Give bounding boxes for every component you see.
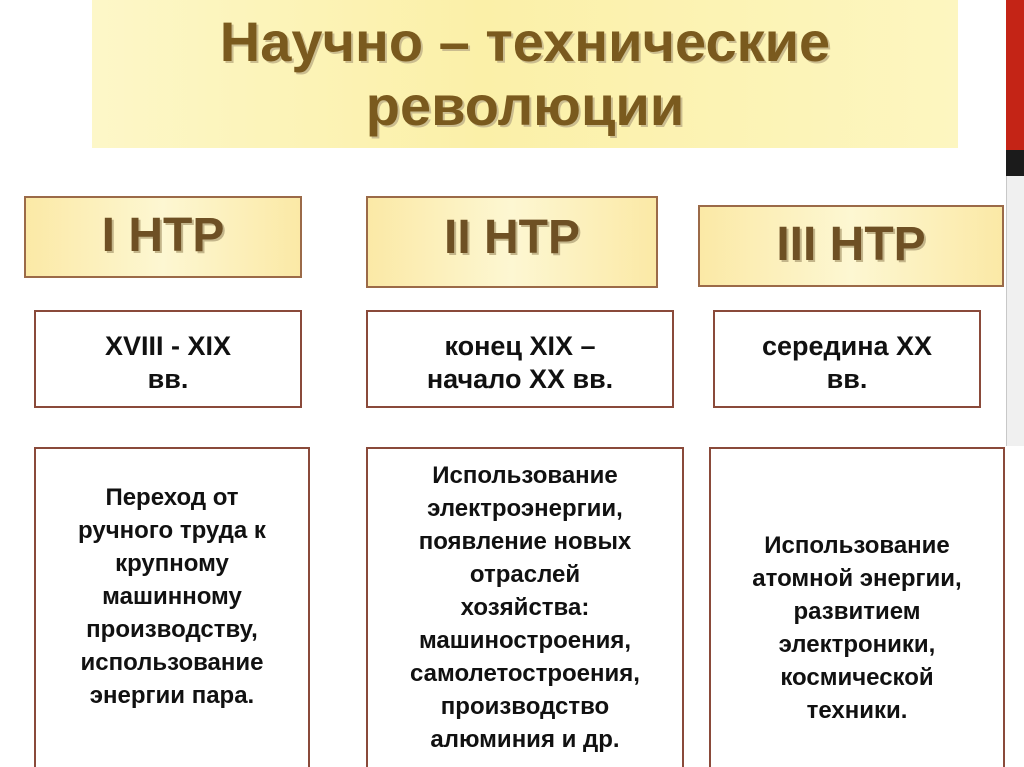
heading-3: III НТР xyxy=(776,218,926,271)
heading-box-3 xyxy=(698,205,1004,287)
edge-bar-gray xyxy=(1006,176,1024,446)
description-box-3 xyxy=(709,447,1005,767)
heading-2: II НТР xyxy=(443,211,580,264)
heading-1: I НТР xyxy=(101,209,225,262)
description-box-2 xyxy=(366,447,684,767)
heading-box-2 xyxy=(366,196,658,288)
period-box-3 xyxy=(713,310,981,408)
period-3: середина XX вв. xyxy=(761,331,933,394)
edge-bar-black xyxy=(1006,150,1024,176)
period-1: XVIII - XIX вв. xyxy=(104,331,232,394)
period-box-1 xyxy=(34,310,302,408)
period-box-2 xyxy=(366,310,674,408)
description-box-1 xyxy=(34,447,310,767)
description-1: Переход от ручного труда к крупному машинному производству, использование энергии пара. xyxy=(78,484,266,709)
edge-bar-red xyxy=(1006,0,1024,150)
description-2: Использование электроэнергии, появление новых отраслей хозяйства: машиностроения, самолетостроения, производство алюминия и др. xyxy=(410,462,640,753)
heading-box-1 xyxy=(24,196,302,278)
edge-bar-white xyxy=(1006,446,1024,767)
description-3: Использование атомной энергии, развитием электроники, космической техники. xyxy=(752,532,962,724)
edge-divider xyxy=(1006,176,1007,446)
slide-title: Научно – технические революции xyxy=(219,10,831,137)
period-2: конец XIX – начало XX вв. xyxy=(426,331,614,394)
